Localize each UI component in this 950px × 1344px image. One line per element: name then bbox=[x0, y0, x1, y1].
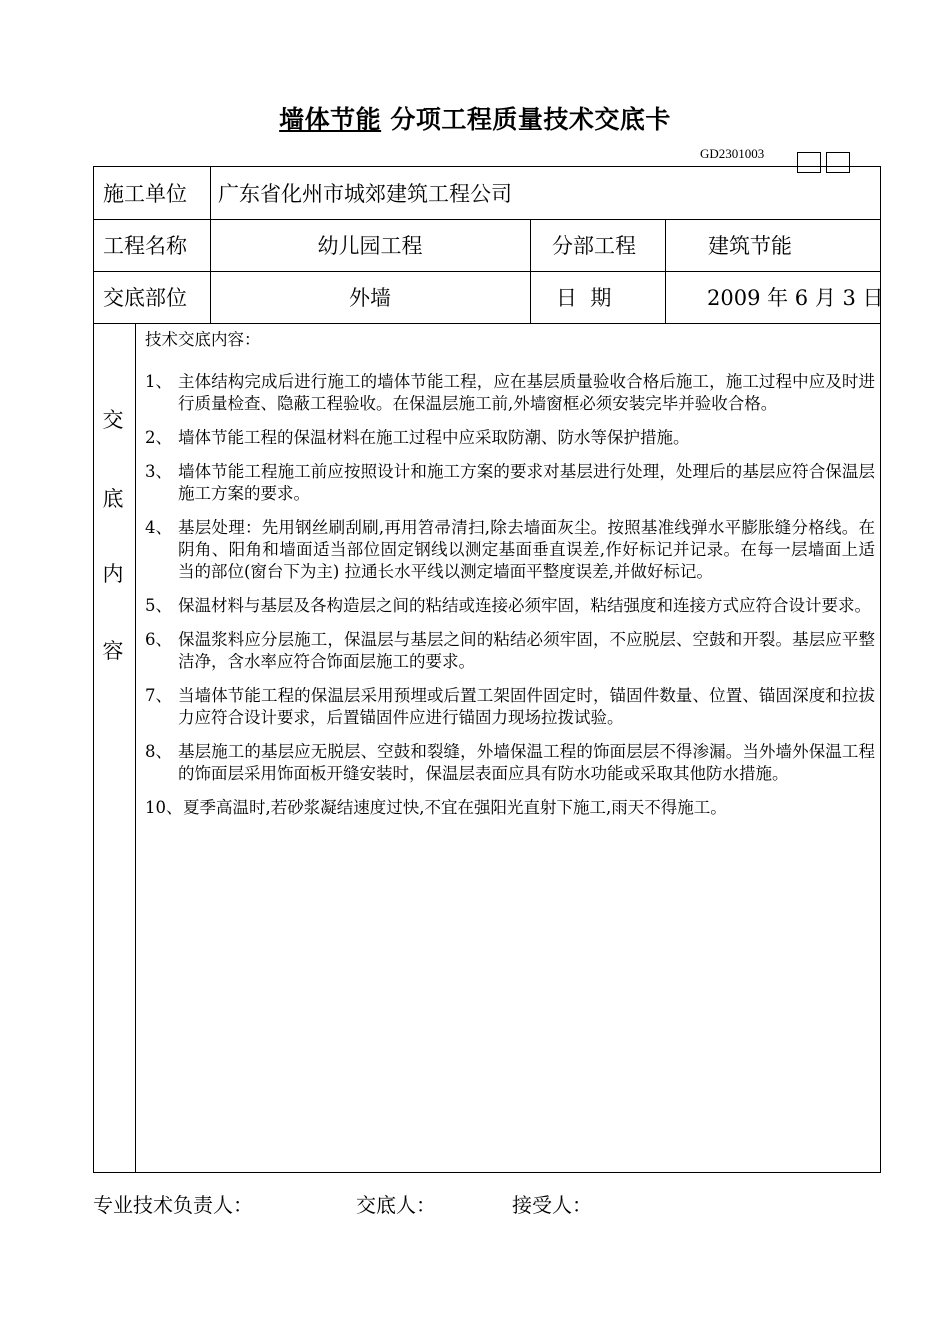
list-item: 4、 基层处理：先用钢丝刷刮刷,再用笤帚清扫,除去墙面灰尘。按照基准线弹水平膨胀缝分格线。在阴角、阳角和墙面适当部位固定钢线以测定基面垂直误差,作好标记并记录。在每一层墙面上适当的部位(窗台下为主) 拉通长水平线以测定墙面平整度误差,并做好标记。 bbox=[145, 518, 875, 581]
side-label-char: 容 bbox=[102, 639, 124, 663]
side-label-char: 底 bbox=[102, 487, 124, 511]
disclosure-part-value: 外墙 bbox=[349, 286, 391, 310]
content-heading: 技术交底内容： bbox=[145, 330, 261, 349]
list-item: 8、 基层施工的基层应无脱层、空鼓和裂缝，外墙保温工程的饰面层层不得渗漏。当外墙外保温工程的饰面层采用饰面板开缝安装时，保温层表面应具有防水功能或采取其他防水措施。 bbox=[145, 742, 875, 783]
title-underlined: 墙体节能 bbox=[279, 105, 382, 134]
list-item: 3、 墙体节能工程施工前应按照设计和施工方案的要求对基层进行处理，处理后的基层应符合保温层施工方案的要求。 bbox=[145, 462, 875, 503]
list-item: 6、 保温浆料应分层施工，保温层与基层之间的粘结必须牢固，不应脱层、空鼓和开裂。基层应平整洁净，含水率应符合饰面层施工的要求。 bbox=[145, 630, 875, 671]
side-label-char: 内 bbox=[102, 562, 124, 586]
grid-line bbox=[530, 219, 531, 323]
grid-line bbox=[665, 219, 666, 323]
disclosure-content bbox=[145, 329, 875, 831]
project-name-value: 幼儿园工程 bbox=[317, 234, 423, 258]
list-item: 2、 墙体节能工程的保温材料在施工过程中应采取防潮、防水等保护措施。 bbox=[145, 428, 690, 447]
grid-line bbox=[93, 219, 881, 220]
side-label-char: 交 bbox=[102, 408, 124, 432]
sub-project-value: 建筑节能 bbox=[708, 234, 792, 258]
receiver-signature: 接受人： bbox=[512, 1193, 592, 1217]
list-item: 1、 主体结构完成后进行施工的墙体节能工程，应在基层质量验收合格后施工，施工过程中应及时进行质量检查、隐蔽工程验收。在保温层施工前,外墙窗框必须安装完毕并验收合格。 bbox=[145, 372, 875, 413]
document-code: GD2301003 bbox=[700, 146, 765, 161]
date-label: 日 期 bbox=[556, 286, 612, 310]
date-value: 2009 年 6 月 3 日 bbox=[707, 286, 884, 310]
construction-unit-value: 广东省化州市城郊建筑工程公司 bbox=[218, 182, 512, 206]
construction-unit-label: 施工单位 bbox=[103, 182, 187, 206]
project-name-label: 工程名称 bbox=[103, 234, 187, 258]
list-item: 7、 当墙体节能工程的保温层采用预埋或后置工架固件固定时，锚固件数量、位置、锚固深度和拉拔力应符合设计要求，后置锚固件应进行锚固力现场拉拨试验。 bbox=[145, 686, 875, 727]
grid-line bbox=[93, 271, 881, 272]
discloser-signature: 交底人： bbox=[356, 1193, 436, 1217]
document-title bbox=[0, 100, 950, 136]
grid-line bbox=[93, 323, 881, 324]
tech-lead-signature: 专业技术负责人： bbox=[93, 1193, 253, 1217]
title-rest: 分项工程质量技术交底卡 bbox=[390, 105, 671, 134]
grid-line bbox=[135, 323, 136, 1173]
sub-project-label: 分部工程 bbox=[552, 234, 636, 258]
disclosure-part-label: 交底部位 bbox=[103, 286, 187, 310]
list-item: 10、 夏季高温时,若砂浆凝结速度过快,不宜在强阳光直射下施工,雨天不得施工。 bbox=[145, 798, 727, 817]
list-item: 5、 保温材料与基层及各构造层之间的粘结或连接必须牢固，粘结强度和连接方式应符合设计要求。 bbox=[145, 596, 871, 615]
